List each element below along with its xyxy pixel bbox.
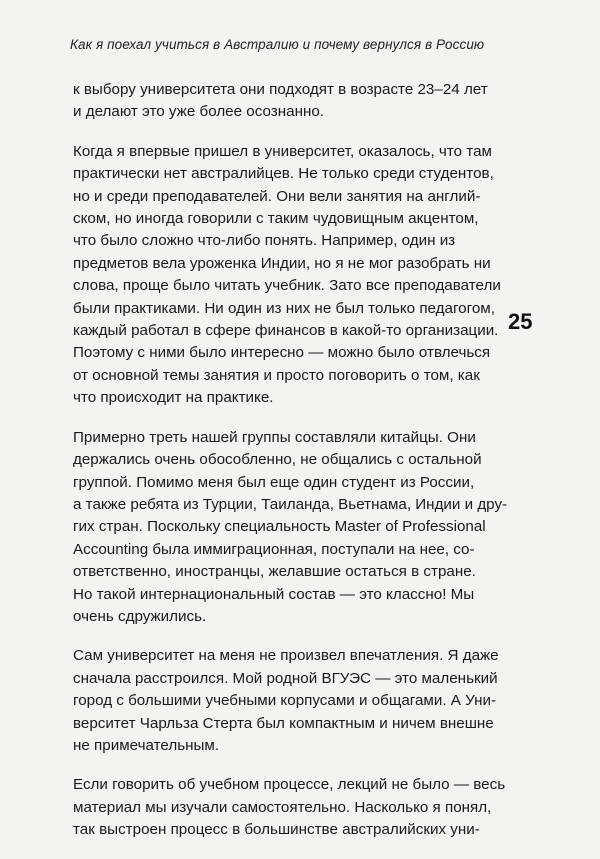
text-line: группой. Помимо меня был еще один студент из России, xyxy=(73,473,475,491)
text-line: Accounting была иммиграционная, поступали на нее, со- xyxy=(73,540,475,558)
text-line: Но такой интернациональный состав — это классно! Мы xyxy=(73,585,475,603)
text-line: город с большими учебными корпусами и общагами. А Уни- xyxy=(73,692,497,710)
text-line: и делают это уже более осознанно. xyxy=(73,103,325,121)
text-line: от основной темы занятия и просто поговорить о том, как xyxy=(73,366,480,384)
text-line: не примечательным. xyxy=(73,736,220,754)
text-line: Сам университет на меня не произвел впечатления. Я даже xyxy=(73,647,499,665)
text-line: сначала расстроился. Мой родной ВГУЭС — это маленький xyxy=(73,669,498,687)
text-line: Если говорить об учебном процессе, лекций не было — весь xyxy=(73,776,506,794)
text-line: каждый работал в сфере финансов в какой-то организации. xyxy=(73,322,499,340)
text-line: что было сложно что-либо понять. Например, один из xyxy=(73,232,456,250)
text-line: были практиками. Ни один из них не был только педагогом, xyxy=(73,299,495,317)
text-line: гих стран. Поскольку специальность Master of Professional xyxy=(73,518,486,536)
paragraph-5 xyxy=(73,774,506,841)
text-line: практически нет австралийцев. Не только среди студентов, xyxy=(73,165,494,183)
text-line: но и среди преподавателей. Они вели занятия на англий- xyxy=(73,187,481,205)
text-line: материал мы изучали самостоятельно. Насколько я понял, xyxy=(73,798,492,816)
text-line: Когда я впервые пришел в университет, оказалось, что там xyxy=(73,142,492,160)
text-line: предметов вела уроженка Индии, но я не мог разобрать ни xyxy=(73,254,491,272)
paragraph-1 xyxy=(73,79,493,124)
text-line: верситет Чарльза Стерта был компактным и ничем внешне xyxy=(73,714,494,732)
paragraph-3 xyxy=(73,427,508,629)
text-line: к выбору университета они подходят в возрасте 23–24 лет xyxy=(73,81,488,98)
paragraph-4 xyxy=(73,645,499,757)
text-line: слова, проще было читать учебник. Зато все преподаватели xyxy=(73,277,501,295)
page-number: 25 xyxy=(508,309,533,334)
text-line: так выстроен процесс в большинстве австралийских уни- xyxy=(73,821,480,839)
text-line: Поэтому с ними было интересно — можно было отвлечься xyxy=(73,344,491,362)
text-line: а также ребята из Турции, Таиланда, Вьетнама, Индии и дру- xyxy=(73,495,508,513)
text-line: Примерно треть нашей группы составляли китайцы. Они xyxy=(73,428,476,446)
text-line: что происходит на практике. xyxy=(73,389,274,407)
running-header: Как я поехал учиться в Австралию и почему вернулся в Россию xyxy=(70,37,485,52)
text-line: ском, но иногда говорили с таким чудовищным акцентом, xyxy=(73,210,479,228)
text-line: ответственно, иностранцы, желавшие остаться в стране. xyxy=(73,563,476,581)
body-text xyxy=(73,79,508,859)
text-line: держались очень обособленно, не общались с остальной xyxy=(73,451,482,469)
paragraph-2 xyxy=(73,141,501,410)
text-line: очень сдружились. xyxy=(73,607,207,625)
